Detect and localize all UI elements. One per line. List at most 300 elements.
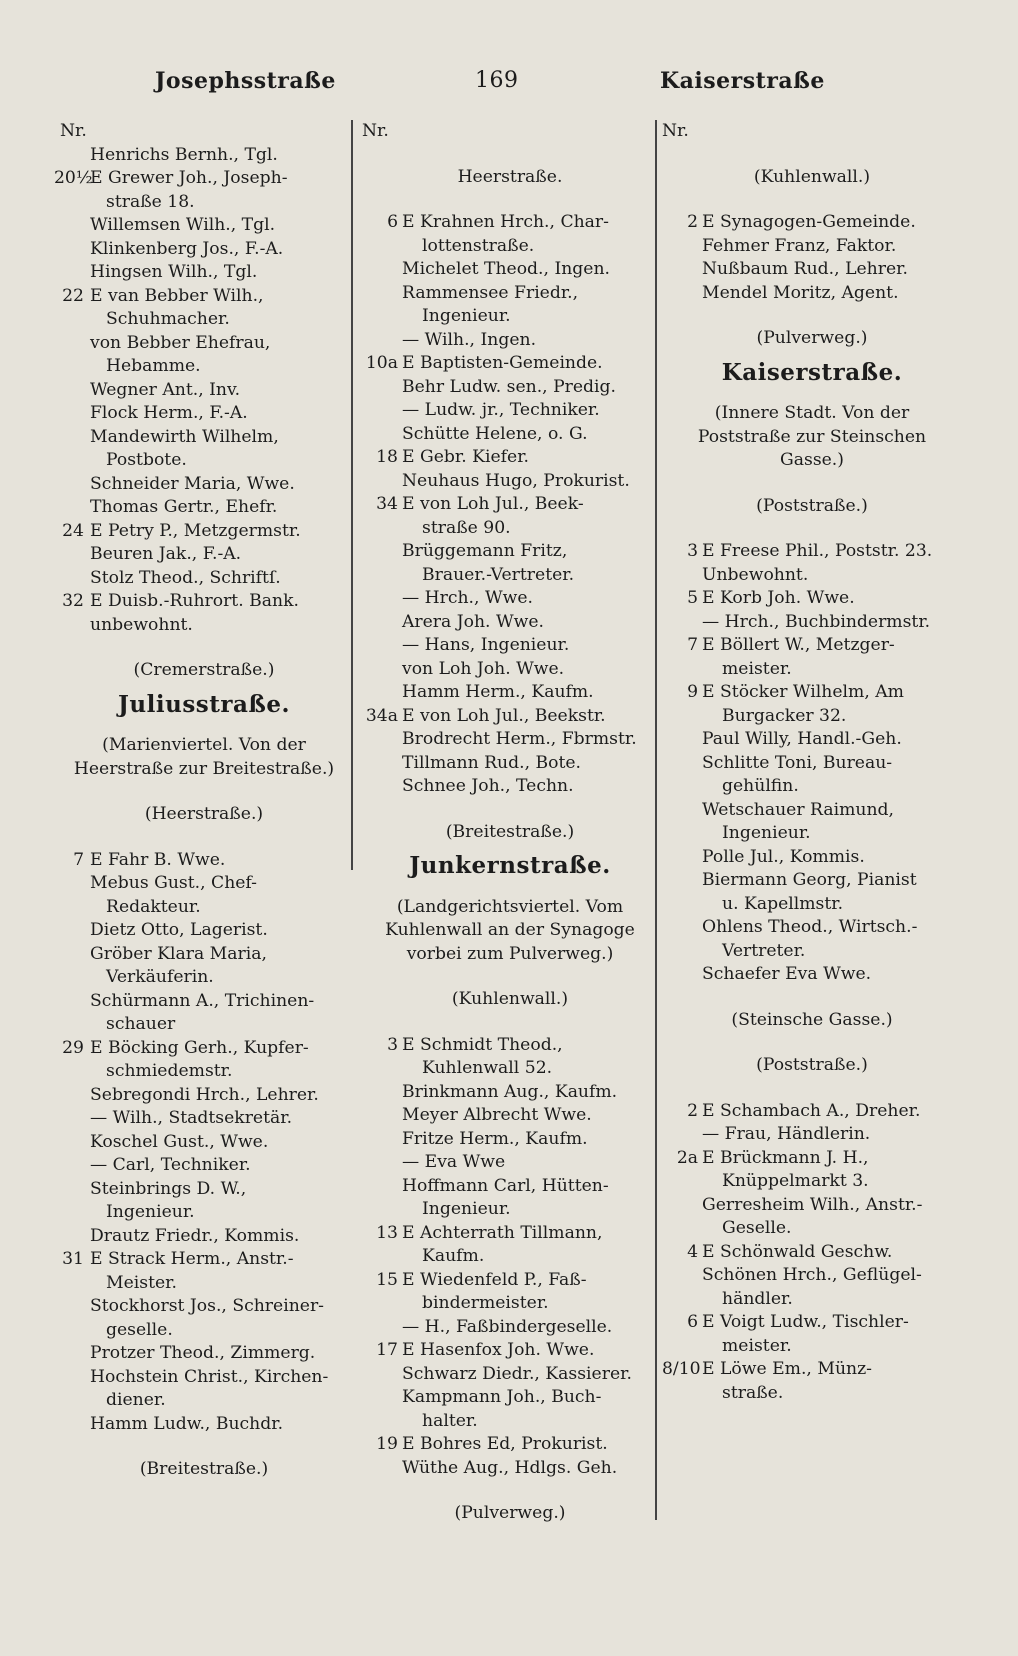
directory-entry-line xyxy=(662,869,962,893)
directory-entry-line xyxy=(362,564,658,588)
directory-entry-line xyxy=(662,540,962,564)
entry-text: straße 18. xyxy=(106,191,195,212)
entry-text: Dietz Otto, Lagerist. xyxy=(90,920,268,940)
directory-entry-line xyxy=(362,1433,658,1457)
entry-text: E Schönwald Geschw. xyxy=(702,1241,893,1262)
directory-entry-line xyxy=(662,1358,962,1382)
entry-text: diener. xyxy=(106,1390,166,1410)
directory-entry-line xyxy=(662,587,962,611)
house-number: 8/10 xyxy=(662,1359,701,1379)
directory-entry-line xyxy=(662,728,962,752)
directory-entry-line xyxy=(60,919,348,943)
entry-text: bindermeister. xyxy=(422,1293,549,1313)
directory-entry-line xyxy=(362,211,658,235)
directory-entry-line xyxy=(60,1154,348,1178)
directory-entry-line xyxy=(362,1457,658,1481)
house-number: 19 xyxy=(376,1434,398,1454)
directory-entry-line xyxy=(60,1178,348,1202)
directory-entry-line xyxy=(60,1060,348,1084)
entry-list xyxy=(662,1100,962,1406)
directory-entry-line xyxy=(60,1201,348,1225)
entry-text: Kaufm. xyxy=(422,1246,485,1266)
street-description xyxy=(60,734,348,781)
directory-entry-line xyxy=(362,1034,658,1058)
column-left xyxy=(54,120,348,1596)
directory-entry-line xyxy=(60,426,348,450)
entry-text: u. Kapellmstr. xyxy=(722,893,844,914)
entry-text: Gerresheim Wilh., Anstr.- xyxy=(702,1194,923,1215)
street-title: Juliusstraße. xyxy=(118,690,290,718)
cross-street: (Poststraße.) xyxy=(756,495,868,516)
entry-text: Burgacker 32. xyxy=(722,705,847,726)
directory-entry-line xyxy=(362,470,658,494)
directory-entry-line xyxy=(60,990,348,1014)
entry-text: von Bebber Ehefrau, xyxy=(90,332,271,353)
directory-entry-line xyxy=(662,1382,962,1406)
directory-entry-line xyxy=(362,446,658,470)
entry-text: E Wiedenfeld P., Faß- xyxy=(402,1269,587,1290)
entry-text: E von Loh Jul., Beek- xyxy=(402,494,584,514)
entry-text: Fritze Herm., Kaufm. xyxy=(402,1128,588,1149)
entry-text: Hamm Herm., Kaufm. xyxy=(402,682,594,702)
entry-text: Ingenieur. xyxy=(722,823,811,843)
directory-entry-line xyxy=(362,728,658,752)
entry-text: Verkäuferin. xyxy=(106,967,214,987)
directory-entry-line xyxy=(362,1292,658,1316)
directory-entry-line xyxy=(362,1339,658,1363)
directory-entry-line xyxy=(60,567,348,591)
entry-text: Polle Jul., Kommis. xyxy=(702,846,865,867)
column-nr-label: Nr. xyxy=(662,121,689,141)
directory-entry-line xyxy=(662,282,962,306)
entry-text: halter. xyxy=(422,1410,478,1431)
directory-entry-line xyxy=(662,1194,962,1218)
entry-text: E Duisb.-Ruhrort. Bank. xyxy=(90,591,299,611)
entry-text: — Hrch., Wwe. xyxy=(402,588,533,608)
cross-street: (Breitestraße.) xyxy=(139,1459,269,1479)
entry-text: Schnee Joh., Techn. xyxy=(402,776,574,796)
entry-text: Wüthe Aug., Hdlgs. Geh. xyxy=(402,1457,618,1478)
house-number: 17 xyxy=(376,1340,398,1360)
entry-text: — Hrch., Buchbindermstr. xyxy=(702,611,931,632)
street-description xyxy=(662,402,962,473)
directory-entry-line xyxy=(60,1295,348,1319)
entry-text: E Böllert W., Metzger- xyxy=(702,635,895,655)
house-number: 15 xyxy=(376,1269,398,1290)
entry-text: E Synagogen-Gemeinde. xyxy=(702,212,916,232)
directory-entry-line xyxy=(60,872,348,896)
cross-street: (Pulverweg.) xyxy=(756,328,868,348)
directory-entry-line xyxy=(362,1222,658,1246)
street-title: Junkernstraße. xyxy=(409,852,611,879)
entry-text: Geselle. xyxy=(722,1218,792,1238)
directory-entry-line xyxy=(662,1335,962,1359)
directory-entry-line xyxy=(60,332,348,356)
entry-text: — Wilh., Stadtsekretär. xyxy=(90,1108,293,1128)
directory-entry-line xyxy=(362,1057,658,1081)
house-number: 3 xyxy=(687,541,698,561)
entry-text: Schuhmacher. xyxy=(106,309,230,329)
directory-entry-line xyxy=(362,1386,658,1410)
cross-street: (Kuhlenwall.) xyxy=(753,166,871,187)
house-number: 2 xyxy=(687,1100,698,1121)
entry-text: Hochstein Christ., Kirchen- xyxy=(90,1366,329,1387)
directory-entry-line xyxy=(662,564,962,588)
entry-text: Hamm Ludw., Buchdr. xyxy=(90,1413,284,1434)
entry-text: E Strack Herm., Anstr.- xyxy=(90,1249,294,1269)
cross-street: (Pulverweg.) xyxy=(454,1503,566,1523)
entry-text: schauer xyxy=(106,1014,176,1034)
directory-entry-line xyxy=(362,1081,658,1105)
entry-text: Steinbrings D. W., xyxy=(90,1178,247,1199)
entry-text: Wetschauer Raimund, xyxy=(702,799,895,820)
entry-text: Postbote. xyxy=(106,450,187,470)
directory-entry-line xyxy=(662,1241,962,1265)
directory-entry-line xyxy=(362,517,658,541)
house-number: 6 xyxy=(387,212,398,232)
entry-text: Behr Ludw. sen., Predig. xyxy=(402,376,617,397)
running-head-left: Josephsstraße xyxy=(155,68,336,94)
entry-text: Schwarz Diedr., Kassierer. xyxy=(402,1363,632,1384)
directory-entry-line xyxy=(662,658,962,682)
description-line: (Landgerichtsviertel. Vom xyxy=(396,896,624,917)
directory-entry-line xyxy=(662,1288,962,1312)
directory-entry-line xyxy=(662,1217,962,1241)
directory-entry-line xyxy=(362,540,658,564)
directory-entry-line xyxy=(362,1316,658,1340)
directory-entry-line xyxy=(60,1366,348,1390)
entry-text: E Achterrath Tillmann, xyxy=(402,1222,603,1243)
entry-text: E Brückmann J. H., xyxy=(702,1147,869,1168)
column-nr-label: Nr. xyxy=(60,121,87,141)
directory-entry-line xyxy=(362,305,658,329)
entry-text: Knüppelmarkt 3. xyxy=(722,1171,869,1191)
house-number: 29 xyxy=(62,1037,84,1058)
entry-text: Willemsen Wilh., Tgl. xyxy=(90,215,276,235)
directory-entry-line xyxy=(362,235,658,259)
entry-text: Ingenieur. xyxy=(422,306,511,326)
directory-entry-line xyxy=(662,822,962,846)
entry-text: meister. xyxy=(722,1335,792,1356)
directory-entry-line xyxy=(362,329,658,353)
entry-text: Koschel Gust., Wwe. xyxy=(90,1131,269,1152)
directory-entry-line xyxy=(362,1104,658,1128)
entry-text: Hingsen Wilh., Tgl. xyxy=(90,262,258,282)
entry-text: — H., Faßbindergeselle. xyxy=(402,1316,613,1337)
directory-entry-line xyxy=(362,658,658,682)
entry-text: Schönen Hrch., Geflügel- xyxy=(702,1265,922,1285)
entry-text: E Bohres Ed, Prokurist. xyxy=(402,1434,608,1454)
directory-entry-line xyxy=(362,705,658,729)
directory-entry-line xyxy=(60,1013,348,1037)
directory-entry-line xyxy=(362,352,658,376)
entry-text: Schütte Helene, o. G. xyxy=(402,423,588,444)
entry-text: Tillmann Rud., Bote. xyxy=(402,752,582,773)
directory-entry-line xyxy=(60,379,348,403)
directory-entry-line xyxy=(362,1410,658,1434)
directory-entry-line xyxy=(60,943,348,967)
entry-text: händler. xyxy=(722,1288,793,1309)
entry-text: Rammensee Friedr., xyxy=(402,282,579,303)
directory-entry-line xyxy=(362,1128,658,1152)
entry-text: Mendel Moritz, Agent. xyxy=(702,282,899,303)
directory-entry-line xyxy=(662,1100,962,1124)
house-number: 24 xyxy=(62,520,84,541)
cross-street: (Heerstraße.) xyxy=(144,804,264,824)
directory-entry-line xyxy=(60,1413,348,1437)
directory-entry-line xyxy=(362,1198,658,1222)
directory-entry-line xyxy=(60,1037,348,1061)
directory-entry-line xyxy=(662,893,962,917)
house-number: 13 xyxy=(376,1222,398,1243)
directory-entry-line xyxy=(362,423,658,447)
entry-text: Meyer Albrecht Wwe. xyxy=(402,1105,592,1125)
entry-text: Stockhorst Jos., Schreiner- xyxy=(90,1296,324,1316)
house-number: 7 xyxy=(73,849,84,870)
house-number: 7 xyxy=(687,635,698,655)
entry-text: Hebamme. xyxy=(106,356,201,376)
directory-entry-line xyxy=(60,449,348,473)
directory-entry-line xyxy=(60,285,348,309)
entry-text: Mebus Gust., Chef- xyxy=(90,873,257,893)
directory-entry-line xyxy=(60,473,348,497)
column-right xyxy=(662,120,962,1596)
description-line: Kuhlenwall an der Synagoge xyxy=(385,920,635,940)
entry-text: E Krahnen Hrch., Char- xyxy=(402,212,609,232)
entry-text: E Petry P., Metzgermstr. xyxy=(90,520,301,541)
entry-text: E Korb Joh. Wwe. xyxy=(702,588,855,608)
directory-entry-line xyxy=(662,1170,962,1194)
cross-street: (Kuhlenwall.) xyxy=(451,989,569,1009)
directory-entry-line xyxy=(662,940,962,964)
entry-text: E Gebr. Kiefer. xyxy=(402,447,529,467)
entry-text: E Hasenfox Joh. Wwe. xyxy=(402,1340,595,1360)
directory-entry-line xyxy=(662,235,962,259)
directory-entry-line xyxy=(362,1151,658,1175)
directory-entry-line xyxy=(60,1248,348,1272)
directory-entry-line xyxy=(60,238,348,262)
directory-entry-line xyxy=(60,614,348,638)
directory-entry-line xyxy=(60,214,348,238)
entry-text: Arera Joh. Wwe. xyxy=(402,611,544,632)
directory-entry-line xyxy=(60,1389,348,1413)
directory-entry-line xyxy=(60,191,348,215)
entry-text: Paul Willy, Handl.-Geh. xyxy=(702,729,902,749)
directory-entry-line xyxy=(362,587,658,611)
entry-text: — Frau, Händlerin. xyxy=(702,1124,871,1144)
directory-entry-line xyxy=(60,1319,348,1343)
description-line: vorbei zum Pulverweg.) xyxy=(406,943,614,964)
entry-text: Beuren Jak., F.-A. xyxy=(90,544,242,564)
directory-entry-line xyxy=(60,966,348,990)
directory-entry-line xyxy=(362,681,658,705)
directory-entry-line xyxy=(362,611,658,635)
entry-text: Flock Herm., F.-A. xyxy=(90,403,248,423)
directory-entry-line xyxy=(662,611,962,635)
entry-text: Michelet Theod., Ingen. xyxy=(402,259,611,279)
entry-text: straße 90. xyxy=(422,517,511,538)
directory-entry-line xyxy=(662,705,962,729)
entry-text: unbewohnt. xyxy=(90,614,193,635)
entry-text: Nußbaum Rud., Lehrer. xyxy=(702,259,908,279)
directory-entry-line xyxy=(60,1084,348,1108)
entry-list xyxy=(362,1034,658,1481)
directory-entry-line xyxy=(662,1123,962,1147)
directory-entry-line xyxy=(54,167,348,191)
description-line: Heerstraße zur Breitestraße.) xyxy=(73,758,335,779)
directory-entry-line xyxy=(362,1269,658,1293)
entry-text: E Freese Phil., Poststr. 23. xyxy=(702,541,933,561)
directory-entry-line xyxy=(662,752,962,776)
directory-entry-line xyxy=(662,963,962,987)
entry-text: E Schambach A., Dreher. xyxy=(702,1100,921,1121)
directory-entry-line xyxy=(662,1264,962,1288)
entry-text: E von Loh Jul., Beekstr. xyxy=(402,705,606,726)
column-nr-label: Nr. xyxy=(362,121,389,141)
directory-entry-line xyxy=(60,355,348,379)
street-title: Kaiserstraße. xyxy=(721,358,903,386)
house-number: 18 xyxy=(376,447,398,467)
directory-entry-line xyxy=(362,1363,658,1387)
entry-text: Mandewirth Wilhelm, xyxy=(90,426,279,447)
directory-entry-line xyxy=(362,1245,658,1269)
entry-text: Wegner Ant., Inv. xyxy=(90,379,241,400)
directory-entry-line xyxy=(60,1342,348,1366)
entry-text: — Hans, Ingenieur. xyxy=(402,635,570,655)
entry-text: Protzer Theod., Zimmerg. xyxy=(90,1343,316,1363)
directory-entry-line xyxy=(662,258,962,282)
entry-text: Brodrecht Herm., Fbrmstr. xyxy=(402,729,637,749)
house-number: 9 xyxy=(687,682,698,702)
entry-text: Meister. xyxy=(106,1272,177,1293)
entry-text: E Schmidt Theod., xyxy=(402,1034,563,1055)
directory-entry-line xyxy=(662,799,962,823)
entry-list xyxy=(662,211,962,305)
entry-text: Brauer.-Vertreter. xyxy=(422,564,575,585)
directory-entry-line xyxy=(362,376,658,400)
entry-text: gehülfin. xyxy=(722,776,799,796)
entry-text: lottenstraße. xyxy=(422,235,535,256)
directory-entry-line xyxy=(60,1131,348,1155)
house-number: 34 xyxy=(376,494,398,514)
directory-entry-line xyxy=(662,916,962,940)
column-middle xyxy=(362,120,658,1596)
house-number: 2 xyxy=(687,212,698,232)
directory-entry-line xyxy=(362,399,658,423)
cross-street: (Poststraße.) xyxy=(756,1055,868,1075)
entry-text: Schaefer Eva Wwe. xyxy=(702,964,872,984)
entry-text: Drautz Friedr., Kommis. xyxy=(90,1225,300,1246)
entry-text: E Baptisten-Gemeinde. xyxy=(402,353,603,373)
entry-text: Stolz Theod., Schriftſ. xyxy=(90,567,281,588)
entry-text: Fehmer Franz, Faktor. xyxy=(702,235,897,256)
page-number: 169 xyxy=(475,68,519,93)
description-line: (Marienviertel. Von der xyxy=(102,735,306,755)
directory-entry-line xyxy=(60,402,348,426)
entry-text: Unbewohnt. xyxy=(702,564,809,585)
entry-text: Biermann Georg, Pianist xyxy=(702,870,917,890)
entry-text: — Ludw. jr., Techniker. xyxy=(402,400,600,420)
entry-text: E van Bebber Wilh., xyxy=(90,285,264,306)
cross-street: (Cremerstraße.) xyxy=(133,660,275,680)
entry-text: Thomas Gertr., Ehefr. xyxy=(90,497,278,517)
entry-text: Gröber Klara Maria, xyxy=(90,943,267,964)
entry-text: Schürmann A., Trichinen- xyxy=(90,990,315,1011)
entry-text: Ingenieur. xyxy=(422,1199,511,1219)
cross-street: (Steinsche Gasse.) xyxy=(731,1009,893,1030)
house-number: 34a xyxy=(365,705,398,726)
street-description xyxy=(362,896,658,967)
directory-entry-line xyxy=(662,681,962,705)
entry-text: von Loh Joh. Wwe. xyxy=(402,658,565,679)
directory-entry-line xyxy=(362,282,658,306)
entry-list xyxy=(362,211,658,799)
directory-entry-line xyxy=(60,590,348,614)
description-line: Gasse.) xyxy=(780,450,844,470)
house-number: 20½ xyxy=(54,168,93,188)
entry-text: Neuhaus Hugo, Prokurist. xyxy=(402,470,630,491)
entry-text: Henrichs Bernh., Tgl. xyxy=(90,144,278,165)
directory-entry-line xyxy=(60,261,348,285)
entry-text: E Stöcker Wilhelm, Am xyxy=(702,682,904,702)
entry-text: straße. xyxy=(722,1382,784,1403)
entry-list xyxy=(662,540,962,987)
house-number: 31 xyxy=(62,1249,84,1269)
entry-text: Kampmann Joh., Buch- xyxy=(402,1387,602,1407)
entry-text: E Löwe Em., Münz- xyxy=(702,1359,872,1379)
entry-text: Ohlens Theod., Wirtsch.- xyxy=(702,917,918,937)
directory-entry-line xyxy=(60,496,348,520)
directory-entry-line xyxy=(362,634,658,658)
entry-text: — Wilh., Ingen. xyxy=(402,329,537,350)
entry-text: Kuhlenwall 52. xyxy=(422,1058,553,1078)
directory-entry-line xyxy=(60,308,348,332)
entry-text: E Böcking Gerh., Kupfer- xyxy=(90,1037,309,1058)
directory-entry-line xyxy=(60,144,348,168)
entry-text: Brüggemann Fritz, xyxy=(402,541,568,561)
entry-text: Vertreter. xyxy=(722,940,806,961)
column-divider xyxy=(351,120,353,870)
house-number: 6 xyxy=(687,1312,698,1332)
directory-entry-line xyxy=(60,520,348,544)
house-number: 3 xyxy=(387,1034,398,1055)
entry-text: E Voigt Ludw., Tischler- xyxy=(702,1312,909,1332)
entry-text: Schlitte Toni, Bureau- xyxy=(702,752,893,773)
house-number: 32 xyxy=(62,591,84,611)
entry-text: Sebregondi Hrch., Lehrer. xyxy=(90,1084,319,1105)
directory-entry-line xyxy=(662,634,962,658)
entry-text: meister. xyxy=(722,658,792,679)
cross-street: Heerstraße. xyxy=(457,166,563,187)
entry-list xyxy=(54,144,348,638)
entry-list xyxy=(60,849,348,1437)
directory-entry-line xyxy=(60,543,348,567)
directory-entry-line xyxy=(662,775,962,799)
directory-entry-line xyxy=(60,896,348,920)
entry-text: geselle. xyxy=(106,1319,173,1340)
entry-text: E Fahr B. Wwe. xyxy=(90,849,226,870)
house-number: 4 xyxy=(687,1241,698,1262)
directory-entry-line xyxy=(362,1175,658,1199)
directory-entry-line xyxy=(60,849,348,873)
directory-entry-line xyxy=(362,258,658,282)
entry-text: Redakteur. xyxy=(106,896,201,917)
house-number: 10a xyxy=(365,353,398,373)
entry-text: Ingenieur. xyxy=(106,1202,195,1222)
entry-text: Brinkmann Aug., Kaufm. xyxy=(402,1081,618,1102)
directory-entry-line xyxy=(662,211,962,235)
entry-text: — Carl, Techniker. xyxy=(90,1155,251,1175)
